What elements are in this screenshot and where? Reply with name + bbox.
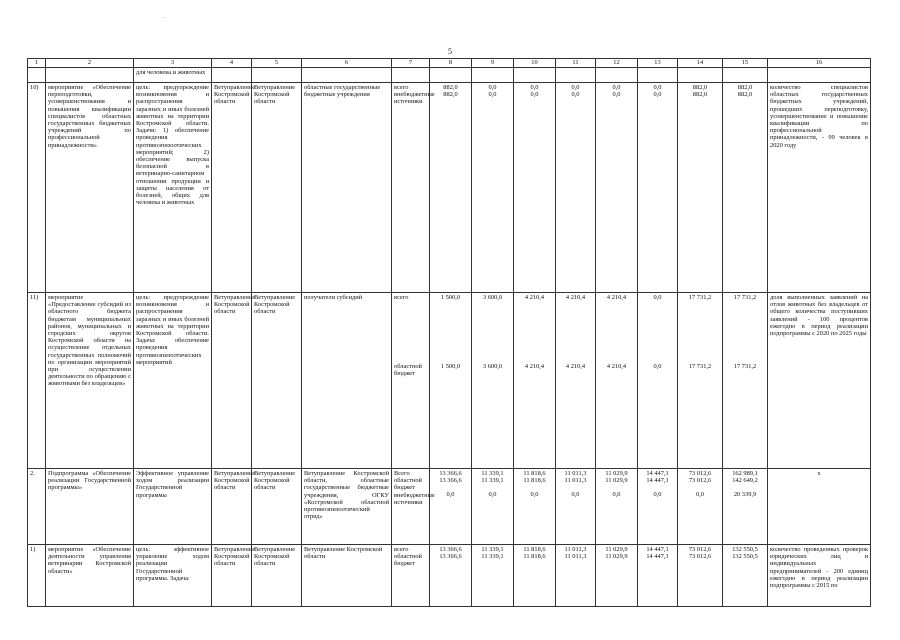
value-cell: 4 210,4 4 210,4 — [556, 293, 596, 469]
source-cell: всего внебюджетные источники — [392, 83, 430, 293]
value-cell: 11 818,6 11 818,6 0,0 — [514, 469, 556, 545]
coexecutor-cell: Ветуправление Костромской области — [252, 545, 302, 607]
executor-cell: Ветуправление Костромской области — [212, 469, 252, 545]
value-cell: 132 550,5 132 550,5 — [723, 545, 768, 607]
value-cell: 0,0 0,0 — [472, 83, 514, 293]
header-cell: 4 — [212, 59, 252, 68]
value-cell: 882,0 882,0 — [723, 83, 768, 293]
measure-name: Подпрограмма «Обеспечение реализации Государственной программы» — [46, 469, 134, 545]
header-cell: 13 — [638, 59, 678, 68]
executor-cell: Ветуправление Костромской области — [212, 293, 252, 469]
header-cell: 3 — [134, 59, 212, 68]
value-cell: 17 731,2 17 731,2 — [678, 293, 723, 469]
value-cell: 4 210,4 4 210,4 — [596, 293, 638, 469]
measure-name: мероприятие «Обеспечение переподготовки, усовершенствования и повышения квалификации специалистов областных государственных бюджетных учреждений по профессиональной принадлежности» — [46, 83, 134, 293]
value-cell: 0,0 0,0 — [638, 293, 678, 469]
source-cell: всего областной бюджет — [392, 545, 430, 607]
value-cell: 0,0 0,0 — [556, 83, 596, 293]
value-cell: 162 989,1 142 649,2 20 339,9 — [723, 469, 768, 545]
executor-cell: Ветуправление Костромской области — [212, 545, 252, 607]
table-row — [28, 68, 871, 83]
value-cell: 13 366,6 13 366,6 — [430, 545, 472, 607]
goal-cell: цель: предупреждение возникновения и распространения заразных и иных болезней животных на территории Костромской области. Задача: обеспечение проведения противоэпизоотических мероприятий — [134, 293, 212, 469]
header-cell: 6 — [302, 59, 392, 68]
program-table — [27, 58, 871, 607]
header-cell: 1 — [28, 59, 46, 68]
recipient-cell: Ветуправление Костромской области, областные государственные бюджетные учреждения, ОГКУ «Костромской областной противоэпизоотический отряд» — [302, 469, 392, 545]
header-cell: 7 — [392, 59, 430, 68]
header-cell: 2 — [46, 59, 134, 68]
table-row — [28, 293, 871, 469]
header-cell: 11 — [556, 59, 596, 68]
header-cell: 15 — [723, 59, 768, 68]
row-number: 10) — [28, 83, 46, 293]
header-row — [28, 59, 871, 68]
page-number: 5 — [448, 47, 452, 56]
value-cell: 0,0 0,0 — [638, 83, 678, 293]
value-cell: 11 339,1 11 339,1 0,0 — [472, 469, 514, 545]
result-cell: доля выполненных заявлений на отлов животных без владельцев от общего количества поступивших заявлений - 100 процентов ежегодно в период реализации подпрограммы с 2020 по 2025 годы — [768, 293, 871, 469]
value-cell: 11 339,1 11 339,1 — [472, 545, 514, 607]
value-cell: 882,0 882,0 — [678, 83, 723, 293]
value-cell: 73 012,6 73 012,6 — [678, 545, 723, 607]
value-cell: 0,0 0,0 — [514, 83, 556, 293]
result-cell: х — [768, 469, 871, 545]
header-cell: 8 — [430, 59, 472, 68]
coexecutor-cell: Ветуправление Костромской области — [252, 83, 302, 293]
value-cell: 11 029,9 11 029,9 — [596, 545, 638, 607]
value-cell: 11 011,3 11 011,3 — [556, 545, 596, 607]
value-cell: 4 210,4 4 210,4 — [514, 293, 556, 469]
value-cell: 13 366,6 13 366,6 0,0 — [430, 469, 472, 545]
goal-cell: для человека и животных — [134, 68, 212, 83]
value-cell: 17 731,2 17 731,2 — [723, 293, 768, 469]
recipient-cell: Ветуправление Костромской области — [302, 545, 392, 607]
value-cell: 11 029,9 11 029,9 0,0 — [596, 469, 638, 545]
table-row — [28, 83, 871, 293]
source-cell: Всего областной бюджет внебюджетные источники — [392, 469, 430, 545]
coexecutor-cell: Ветуправление Костромской области — [252, 293, 302, 469]
value-cell: 1 500,0 1 500,0 — [430, 293, 472, 469]
recipient-cell: получатели субсидий — [302, 293, 392, 469]
header-cell: 16 — [768, 59, 871, 68]
row-number: 11) — [28, 293, 46, 469]
row-number: 2. — [28, 469, 46, 545]
header-cell: 9 — [472, 59, 514, 68]
source-cell: всего областной бюджет — [392, 293, 430, 469]
header-cell: 10 — [514, 59, 556, 68]
value-cell: 11 818,6 11 818,6 — [514, 545, 556, 607]
value-cell: 73 012,6 73 012,6 0,0 — [678, 469, 723, 545]
goal-cell: цель: эффективное управление ходом реализации Государственной программы. Задача: — [134, 545, 212, 607]
value-cell: 3 600,0 3 600,0 — [472, 293, 514, 469]
table-row — [28, 545, 871, 607]
value-cell: 0,0 0,0 — [596, 83, 638, 293]
measure-name: мероприятие «Предоставление субсидий из областного бюджета бюджетам муниципальных районов, муниципальных и городских округов Костромской области на осуществление отдельных государственных полномочий по организации мероприятий при осуществлении деятельности по обращению с животными без владельцев» — [46, 293, 134, 469]
row-number: 1) — [28, 545, 46, 607]
value-cell: 11 011,3 11 011,3 0,0 — [556, 469, 596, 545]
value-cell: 14 447,1 14 447,1 — [638, 545, 678, 607]
goal-cell: Эффективное управление ходом реализации Государственной программы — [134, 469, 212, 545]
header-cell: 5 — [252, 59, 302, 68]
goal-cell: цель: предупреждение возникновения и распространения заразных и иных болезней животных на территории Костромской области. Задачи: 1) обеспечение проведения противоэпизоотических мероприятий; 2) обеспечение выпуска безопасной в ветеринарно-санитарном отношении продукции и защиты населения от болезней, общих для человека и животных — [134, 83, 212, 293]
measure-name: мероприятие «Обеспечение деятельности управления ветеринарии Костромской области» — [46, 545, 134, 607]
scan-speck: . — [163, 12, 165, 20]
result-cell: количество проведенных проверок юридических лиц и индивидуальных предпринимателей - 200 единиц ежегодно в период реализации подпрограммы с 2015 по — [768, 545, 871, 607]
header-cell: 12 — [596, 59, 638, 68]
coexecutor-cell: Ветуправление Костромской области — [252, 469, 302, 545]
header-cell: 14 — [678, 59, 723, 68]
table-row — [28, 469, 871, 545]
value-cell: 882,0 882,0 — [430, 83, 472, 293]
value-cell: 14 447,1 14 447,1 0,0 — [638, 469, 678, 545]
recipient-cell: областные государственные бюджетные учреждения — [302, 83, 392, 293]
result-cell: количество специалистов областных государственных бюджетных учреждений, прошедших переподготовку, усовершенствование и повышение квалификации по профессиональной принадлежности, - 99 человек в 2020 году — [768, 83, 871, 293]
executor-cell: Ветуправление Костромской области — [212, 83, 252, 293]
